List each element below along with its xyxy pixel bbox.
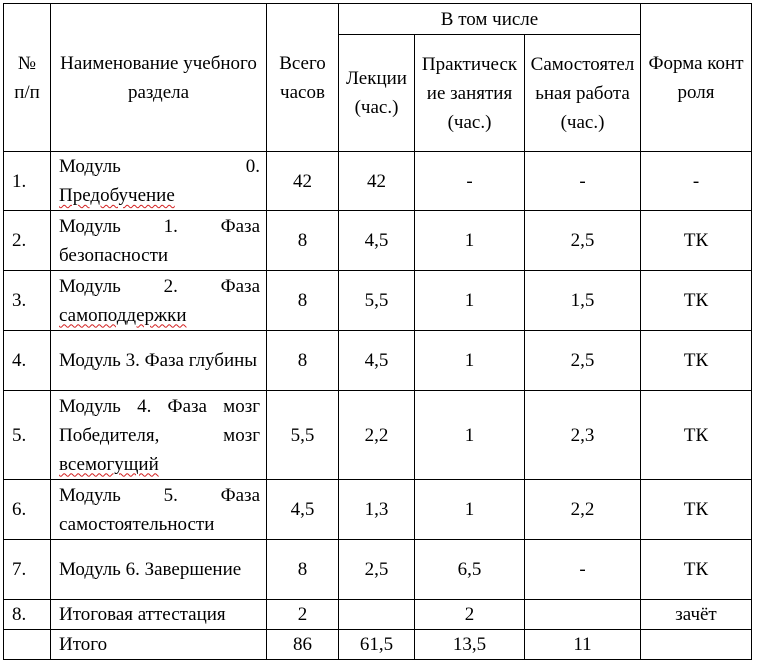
row-name-part: Модуль 1. Фаза безопасности xyxy=(59,215,260,266)
row-self-work: 2,5 xyxy=(525,211,641,271)
row-name xyxy=(51,630,267,660)
row-self-work: 2,5 xyxy=(525,331,641,391)
row-control: ТК xyxy=(641,331,752,391)
row-total: 42 xyxy=(267,152,339,211)
row-lectures: 5,5 xyxy=(339,271,415,331)
table-row xyxy=(4,271,752,331)
row-name-part: Модуль 5. Фаза самостоятельности xyxy=(59,484,260,535)
row-lectures: 4,5 xyxy=(339,211,415,271)
row-self-work: 2,3 xyxy=(525,391,641,480)
row-self-work: - xyxy=(525,152,641,211)
row-name xyxy=(51,331,267,391)
header-including: В том числе xyxy=(339,4,641,35)
row-num xyxy=(4,630,51,660)
row-control: ТК xyxy=(641,540,752,600)
table-row xyxy=(4,540,752,600)
row-total: 86 xyxy=(267,630,339,660)
row-name-part: Модуль 3. Фаза глубины xyxy=(59,350,258,371)
row-lectures: 4,5 xyxy=(339,331,415,391)
row-total: 8 xyxy=(267,540,339,600)
row-self-work: 11 xyxy=(525,630,641,660)
row-practice: - xyxy=(415,152,525,211)
curriculum-table xyxy=(3,3,752,660)
header-name: Наименование учебного раздела xyxy=(51,4,267,152)
row-total: 8 xyxy=(267,271,339,331)
row-control: ТК xyxy=(641,391,752,480)
row-practice: 1 xyxy=(415,211,525,271)
row-num: 2. xyxy=(4,211,51,271)
row-lectures: 2,5 xyxy=(339,540,415,600)
row-name-underlined: Предобучение xyxy=(59,185,175,206)
row-lectures: 42 xyxy=(339,152,415,211)
row-total: 8 xyxy=(267,211,339,271)
row-total: 2 xyxy=(267,600,339,630)
header-row xyxy=(4,4,752,35)
table-row xyxy=(4,152,752,211)
row-total: 5,5 xyxy=(267,391,339,480)
row-control: зачёт xyxy=(641,600,752,630)
row-control: - xyxy=(641,152,752,211)
row-control xyxy=(641,630,752,660)
row-name-part: Модуль 2. Фаза xyxy=(59,275,260,297)
row-lectures xyxy=(339,600,415,630)
row-num: 3. xyxy=(4,271,51,331)
header-total: Всего часов xyxy=(267,4,339,152)
row-name-underlined: самоподдержки xyxy=(59,304,187,326)
table-row xyxy=(4,211,752,271)
row-self-work xyxy=(525,600,641,630)
row-practice: 1 xyxy=(415,391,525,480)
header-num: № п/п xyxy=(4,4,51,152)
table-body xyxy=(4,152,752,660)
table-row xyxy=(4,331,752,391)
row-name xyxy=(51,152,267,211)
row-control: ТК xyxy=(641,271,752,331)
row-self-work: 1,5 xyxy=(525,271,641,331)
row-name-underlined: всемогущий xyxy=(59,453,159,475)
row-lectures: 2,2 xyxy=(339,391,415,480)
row-practice: 1 xyxy=(415,480,525,540)
header-practice: Практические занятия (час.) xyxy=(415,35,525,152)
header-lectures: Лекции (час.) xyxy=(339,35,415,152)
header-self-work: Самостоятельная работа (час.) xyxy=(525,35,641,152)
table-row xyxy=(4,600,752,630)
row-num: 5. xyxy=(4,391,51,480)
row-total: 8 xyxy=(267,331,339,391)
table-row xyxy=(4,391,752,480)
header-control: Форма контроля xyxy=(641,4,752,152)
totals-row xyxy=(4,630,752,660)
row-name-part: Итого xyxy=(59,634,108,655)
row-num: 1. xyxy=(4,152,51,211)
row-lectures: 1,3 xyxy=(339,480,415,540)
row-name xyxy=(51,600,267,630)
row-practice: 13,5 xyxy=(415,630,525,660)
row-control: ТК xyxy=(641,211,752,271)
row-name-part: Модуль 6. Завершение xyxy=(59,559,242,580)
row-self-work: - xyxy=(525,540,641,600)
row-practice: 1 xyxy=(415,331,525,391)
row-self-work: 2,2 xyxy=(525,480,641,540)
row-name xyxy=(51,480,267,540)
row-num: 7. xyxy=(4,540,51,600)
row-total: 4,5 xyxy=(267,480,339,540)
row-name xyxy=(51,271,267,331)
row-name xyxy=(51,391,267,480)
row-practice: 6,5 xyxy=(415,540,525,600)
row-num: 4. xyxy=(4,331,51,391)
row-practice: 1 xyxy=(415,271,525,331)
row-num: 6. xyxy=(4,480,51,540)
row-practice: 2 xyxy=(415,600,525,630)
row-name-part: Модуль 4. Фаза мозг Победителя, мозг xyxy=(59,395,260,446)
table-row xyxy=(4,480,752,540)
row-control: ТК xyxy=(641,480,752,540)
row-lectures: 61,5 xyxy=(339,630,415,660)
row-name-part: Модуль 0. xyxy=(59,156,260,177)
row-num: 8. xyxy=(4,600,51,630)
row-name xyxy=(51,211,267,271)
row-name xyxy=(51,540,267,600)
row-name-part: Итоговая аттестация xyxy=(59,604,226,625)
